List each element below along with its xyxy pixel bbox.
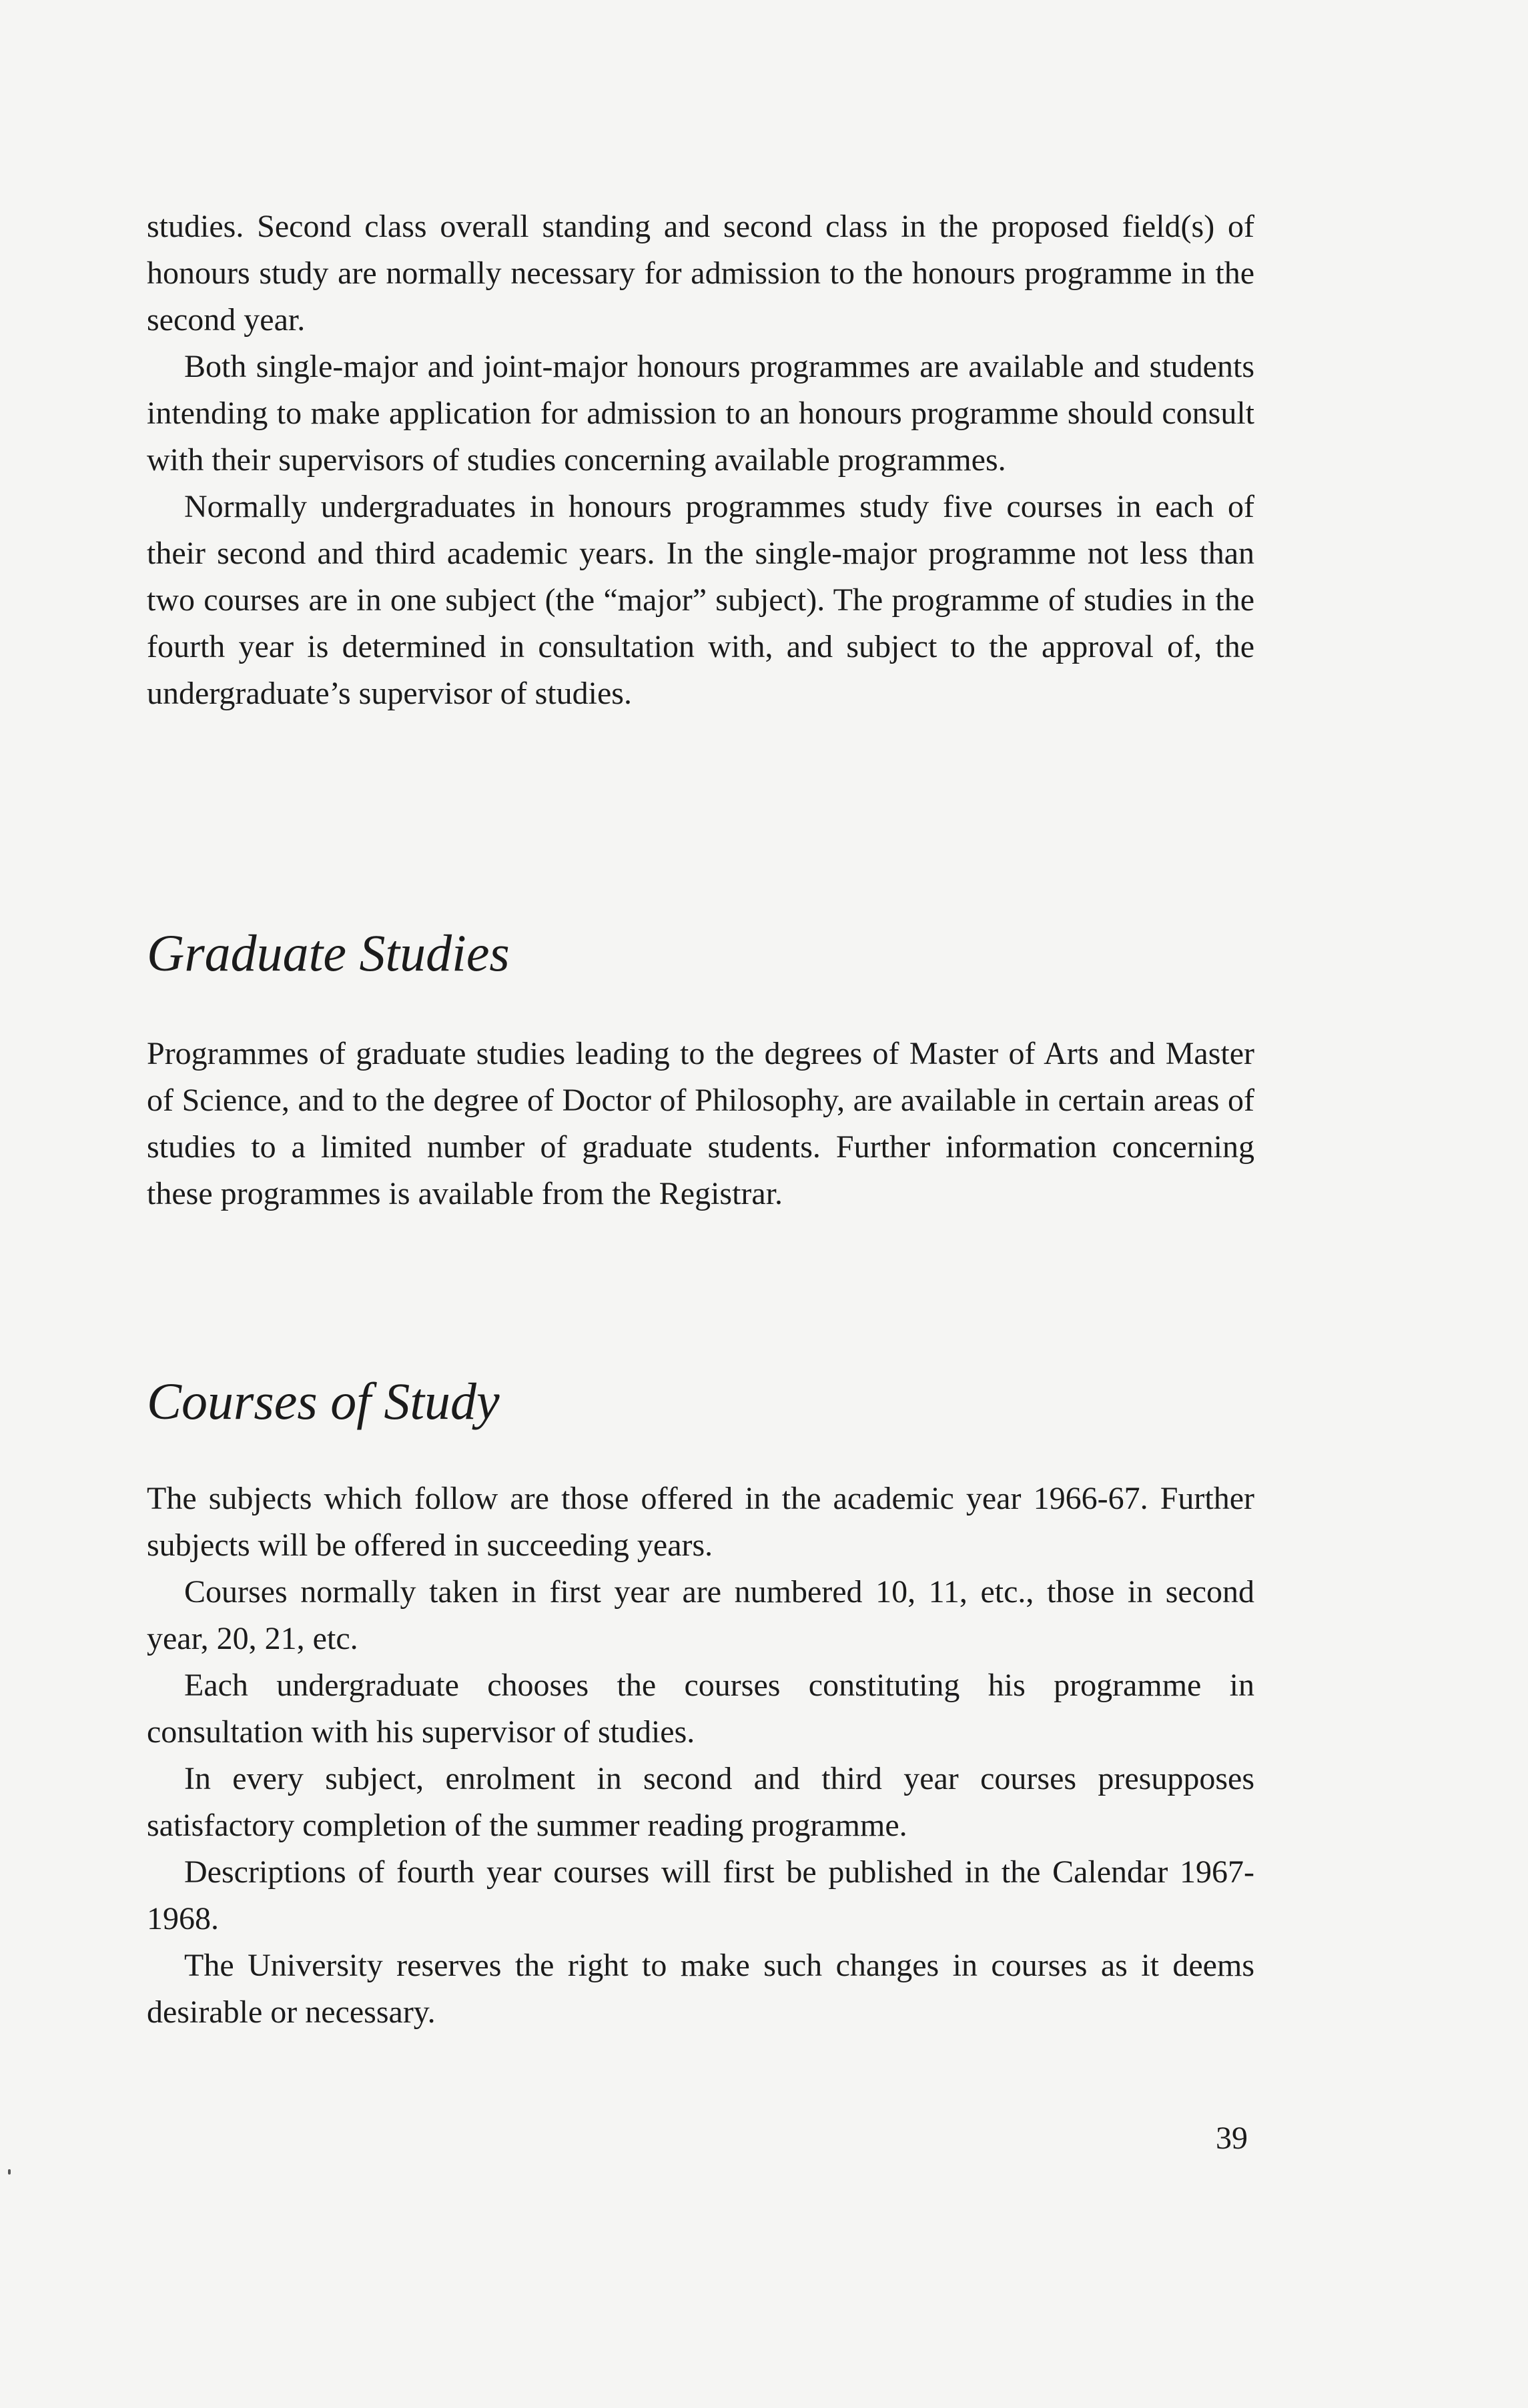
intro-paragraph-continued: studies. Second class overall standing and second class in the proposed field(s) of honours study are normally necessary for admission to the honours programme in the second year.: [147, 209, 1254, 338]
courses-paragraph-descriptions: Descriptions of fourth year courses will first be published in the Calendar 1967-1968.: [147, 1854, 1254, 1936]
courses-paragraph-numbering: Courses normally taken in first year are numbered 10, 11, etc., those in second year, 20, 21, etc.: [147, 1574, 1254, 1656]
graduate-studies-paragraph: Programmes of graduate studies leading to the degrees of Master of Arts and Master of Science, and to the degree of Doctor of Philosophy, are available in certain areas of studies to a limited number of graduate students. Further information concerning these programmes is available from the Registrar.: [147, 1036, 1254, 1211]
intro-section: [147, 203, 1254, 717]
scan-speck: [8, 2169, 11, 2175]
courses-of-study-heading: Courses of Study: [147, 1372, 500, 1430]
courses-paragraph-enrolment: In every subject, enrolment in second and third year courses presupposes satisfactory completion of the summer reading programme.: [147, 1761, 1254, 1843]
intro-paragraph-honours-programmes: Both single-major and joint-major honours programmes are available and students intending to make application for admission to an honours programme should consult with their supervisors of studies concerning available programmes.: [147, 349, 1254, 478]
graduate-studies-section: [147, 1031, 1254, 1217]
courses-of-study-section: [147, 1475, 1254, 2036]
courses-paragraph-choosing: Each undergraduate chooses the courses constituting his programme in consultation with his supervisor of studies.: [147, 1668, 1254, 1750]
intro-paragraph-course-load: Normally undergraduates in honours programmes study five courses in each of their second and third academic years. In the single-major programme not less than two courses are in one subject (the “major” subject). The programme of studies in the fourth year is determined in consultation with, and subject to the approval of, the undergraduate’s supervisor of studies.: [147, 489, 1254, 711]
page-number: 39: [1216, 2121, 1248, 2156]
courses-paragraph-changes: The University reserves the right to make such changes in courses as it deems desirable or necessary.: [147, 1948, 1254, 2030]
courses-paragraph-subjects: The subjects which follow are those offered in the academic year 1966-67. Further subjects will be offered in succeeding years.: [147, 1481, 1254, 1563]
graduate-studies-heading: Graduate Studies: [147, 924, 510, 982]
